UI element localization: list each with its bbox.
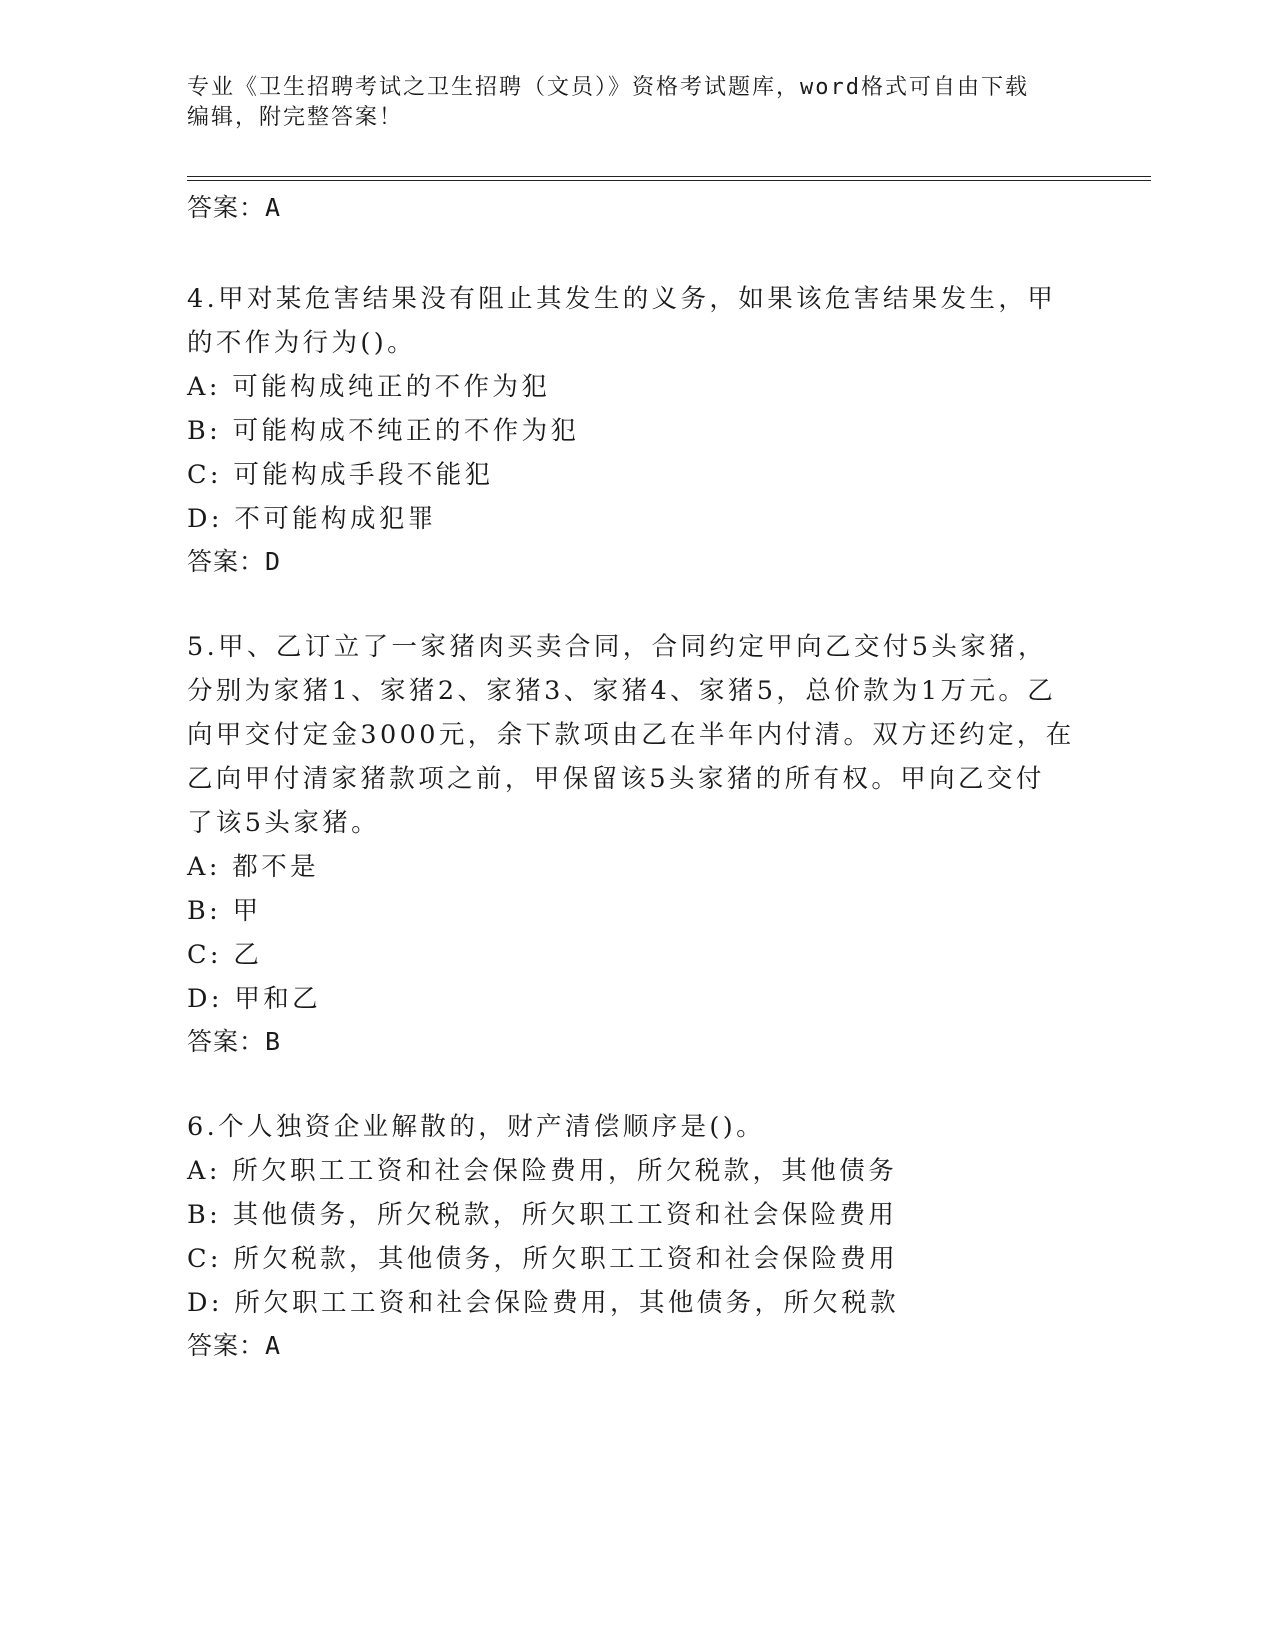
question-5-option-d: D: 甲和乙 xyxy=(187,984,322,1014)
question-5-option-c: C: 乙 xyxy=(187,940,263,970)
question-4-answer: 答案：D xyxy=(187,547,282,576)
header-divider-top xyxy=(187,176,1151,177)
question-5-stem-line-3: 向甲交付定金3000元，余下款项由乙在半年内付清。双方还约定，在 xyxy=(187,720,1075,750)
question-4-stem-line-2: 的不作为行为()。 xyxy=(187,328,416,358)
question-6-option-c: C: 所欠税款，其他债务，所欠职工工资和社会保险费用 xyxy=(187,1244,899,1274)
question-4-stem-line-1: 4.甲对某危害结果没有阻止其发生的义务，如果该危害结果发生，甲 xyxy=(187,284,1057,314)
question-5-option-a: A: 都不是 xyxy=(187,852,320,882)
question-4-option-b: B: 可能构成不纯正的不作为犯 xyxy=(187,416,580,446)
question-6-option-b: B: 其他债务，所欠税款，所欠职工工资和社会保险费用 xyxy=(187,1200,898,1230)
question-5-answer: 答案：B xyxy=(187,1027,282,1056)
question-6-option-d: D: 所欠职工工资和社会保险费用，其他债务，所欠税款 xyxy=(187,1288,900,1318)
question-5-stem-line-1: 5.甲、乙订立了一家猪肉买卖合同，合同约定甲向乙交付5头家猪， xyxy=(187,632,1047,662)
header-divider-bottom xyxy=(187,180,1151,181)
question-5-option-b: B: 甲 xyxy=(187,896,262,926)
question-5-stem-line-2: 分别为家猪1、家猪2、家猪3、家猪4、家猪5，总价款为1万元。乙 xyxy=(187,676,1057,706)
question-6-option-a: A: 所欠职工工资和社会保险费用，所欠税款，其他债务 xyxy=(187,1156,898,1186)
question-4-option-c: C: 可能构成手段不能犯 xyxy=(187,460,494,490)
question-6-stem-line-1: 6.个人独资企业解散的，财产清偿顺序是()。 xyxy=(187,1112,766,1142)
question-4-option-a: A: 可能构成纯正的不作为犯 xyxy=(187,372,551,402)
previous-question-answer: 答案：A xyxy=(187,193,282,222)
question-5-stem-line-4: 乙向甲付清家猪款项之前，甲保留该5头家猪的所有权。甲向乙交付 xyxy=(187,764,1045,794)
question-5-stem-line-5: 了该5头家猪。 xyxy=(187,808,381,838)
question-4-option-d: D: 不可能构成犯罪 xyxy=(187,504,437,534)
header-title-line-2: 编辑，附完整答案！ xyxy=(187,105,404,130)
question-6-answer: 答案：A xyxy=(187,1331,282,1360)
header-title-line-1: 专业《卫生招聘考试之卫生招聘（文员）》资格考试题库，word格式可自由下载 xyxy=(187,75,1029,100)
